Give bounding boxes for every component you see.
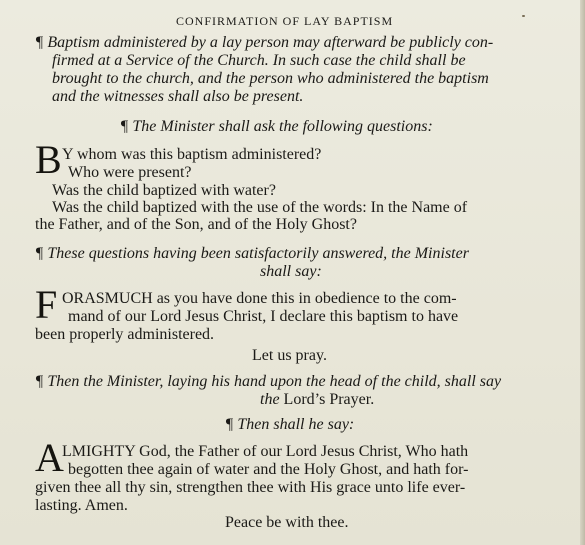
rubric-then-say: ¶ Then shall he say:: [225, 416, 355, 433]
prayer-line-3: given thee all thy sin, strengthen thee with His grace unto life ever-: [35, 479, 466, 496]
rubric-line-3: brought to the church, and the person who administered the baptism: [52, 70, 489, 87]
question-3: Was the child baptized with water?: [52, 182, 276, 199]
rubric-answered-1: ¶ These questions having been satisfactorily answered, the Minister: [35, 245, 469, 262]
drop-cap-a: A: [35, 435, 64, 480]
page-title: CONFIRMATION OF LAY BAPTISM: [176, 14, 394, 28]
drop-cap-b: B: [35, 137, 62, 182]
peace-be-with-thee: Peace be with thee.: [225, 514, 349, 531]
paper-speck: [522, 15, 525, 17]
rubric-answered-2: shall say:: [260, 263, 322, 280]
rubric-line-2: firmed at a Service of the Church. In such case the child shall be: [52, 52, 466, 69]
question-1: Y whom was this baptism administered?: [62, 146, 322, 163]
page-edge: [580, 0, 585, 545]
question-2: Who were present?: [68, 164, 192, 181]
declaration-line-2: mand of our Lord Jesus Christ, I declare this baptism to have: [68, 308, 459, 325]
prayer-line-1: LMIGHTY God, the Father of our Lord Jesus Christ, Who hath: [62, 443, 469, 460]
question-4-cont: the Father, and of the Son, and of the Holy Ghost?: [35, 216, 357, 233]
rubric-lords-prayer: Lord’s Prayer.: [283, 391, 375, 408]
rubric-lords-prayer-1: ¶ Then the Minister, laying his hand upon the head of the child, shall say: [35, 373, 502, 390]
rubric-line-1: ¶ Baptism administered by a lay person may afterward be publicly con-: [35, 34, 494, 51]
declaration-line-1: ORASMUCH as you have done this in obedience to the com-: [62, 290, 457, 307]
rubric-line-4: and the witnesses shall also be present.: [52, 88, 304, 105]
rubric-questions: ¶ The Minister shall ask the following questions:: [120, 118, 433, 135]
rubric-the: the: [260, 391, 280, 408]
declaration-line-3: been properly administered.: [35, 326, 215, 343]
prayer-line-2: begotten thee again of water and the Holy Ghost, and hath for-: [68, 461, 469, 478]
prayer-line-4: lasting. Amen.: [35, 497, 128, 514]
question-4: Was the child baptized with the use of the words: In the Name of: [52, 199, 468, 216]
let-us-pray: Let us pray.: [252, 347, 327, 364]
drop-cap-f: F: [35, 282, 58, 327]
rubric-lords-prayer-2: [260, 391, 374, 409]
